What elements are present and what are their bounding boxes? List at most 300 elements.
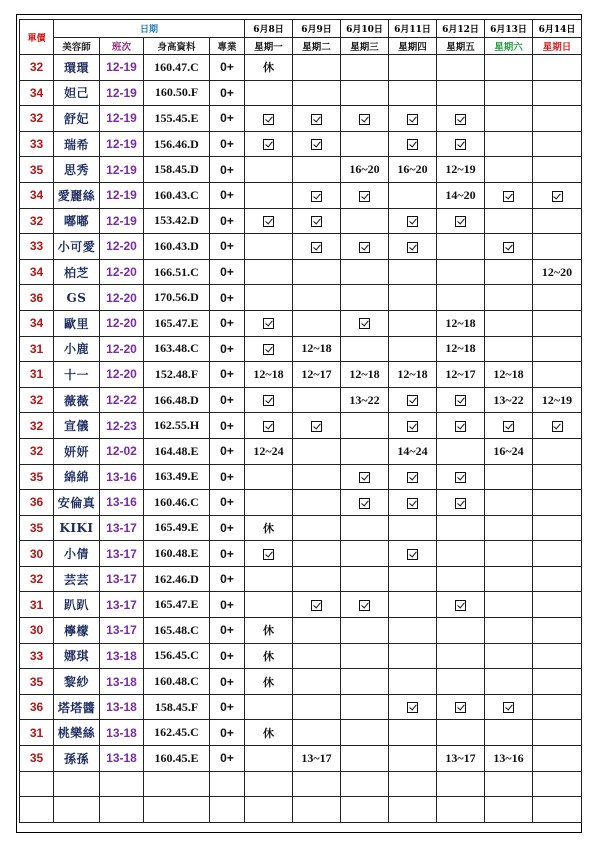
schedule-cell <box>389 746 437 772</box>
spec-cell: 0+ <box>210 413 245 439</box>
schedule-cell <box>341 131 389 157</box>
body-data-cell: 158.45.D <box>144 157 210 183</box>
empty-cell <box>293 771 341 797</box>
table-row <box>20 746 582 772</box>
schedule-cell <box>245 234 293 260</box>
schedule-cell: 休 <box>245 515 293 541</box>
schedule-cell <box>533 234 582 260</box>
schedule-cell <box>437 720 485 746</box>
schedule-cell <box>293 387 341 413</box>
checkbox-checked-icon <box>455 216 466 227</box>
body-data-cell: 155.45.E <box>144 106 210 132</box>
grade-cell: 13-18 <box>100 694 144 720</box>
empty-cell <box>210 797 245 823</box>
spec-cell: 0+ <box>210 362 245 388</box>
schedule-cell <box>437 669 485 695</box>
rating-cell: 34 <box>20 80 54 106</box>
schedule-cell <box>293 490 341 516</box>
schedule-cell <box>341 182 389 208</box>
schedule-cell <box>389 592 437 618</box>
stylist-name-cell: 安倫真 <box>54 490 100 516</box>
day-date-header: 6月11日 <box>389 20 437 38</box>
schedule-cell: 12~18 <box>437 336 485 362</box>
schedule-cell <box>293 157 341 183</box>
schedule-cell: 14~24 <box>389 438 437 464</box>
schedule-cell: 16~20 <box>389 157 437 183</box>
schedule-cell <box>389 310 437 336</box>
schedule-cell: 12~18 <box>245 362 293 388</box>
checkbox-checked-icon <box>359 600 370 611</box>
schedule-cell <box>533 413 582 439</box>
checkbox-checked-icon <box>455 139 466 150</box>
schedule-cell <box>341 413 389 439</box>
schedule-cell: 13~16 <box>485 746 533 772</box>
empty-cell <box>485 771 533 797</box>
schedule-cell <box>293 182 341 208</box>
spec-cell: 0+ <box>210 694 245 720</box>
table-row <box>20 182 582 208</box>
empty-cell <box>100 797 144 823</box>
schedule-cell <box>437 285 485 311</box>
stylist-name-cell: 歐里 <box>54 310 100 336</box>
schedule-cell <box>437 80 485 106</box>
grade-cell: 13-16 <box>100 490 144 516</box>
grade-cell: 12-19 <box>100 157 144 183</box>
stylist-name-cell: 柏芝 <box>54 259 100 285</box>
schedule-cell <box>533 720 582 746</box>
table-row <box>20 669 582 695</box>
schedule-table <box>19 19 582 823</box>
rating-cell: 34 <box>20 182 54 208</box>
stylist-name-cell: 芸芸 <box>54 566 100 592</box>
spec-cell: 0+ <box>210 80 245 106</box>
rating-cell: 33 <box>20 234 54 260</box>
schedule-cell: 12~18 <box>341 362 389 388</box>
schedule-cell <box>389 285 437 311</box>
empty-cell <box>485 797 533 823</box>
schedule-cell <box>485 182 533 208</box>
spec-cell: 0+ <box>210 182 245 208</box>
schedule-cell <box>245 182 293 208</box>
schedule-cell <box>341 669 389 695</box>
body-data-cell: 164.48.E <box>144 438 210 464</box>
schedule-cell <box>245 310 293 336</box>
body-data-cell: 166.51.C <box>144 259 210 285</box>
schedule-cell <box>341 55 389 81</box>
schedule-cell <box>293 259 341 285</box>
schedule-cell <box>245 208 293 234</box>
body-data-cell: 156.45.C <box>144 643 210 669</box>
rating-cell: 30 <box>20 618 54 644</box>
empty-cell <box>293 797 341 823</box>
schedule-cell <box>341 541 389 567</box>
checkbox-checked-icon <box>263 318 274 329</box>
schedule-cell <box>293 285 341 311</box>
grade-cell: 12-20 <box>100 310 144 336</box>
schedule-cell <box>533 541 582 567</box>
body-data-cell: 158.45.F <box>144 694 210 720</box>
schedule-cell <box>389 131 437 157</box>
schedule-cell: 16~20 <box>341 157 389 183</box>
schedule-cell <box>245 131 293 157</box>
schedule-cell <box>245 80 293 106</box>
schedule-cell <box>485 566 533 592</box>
checkbox-checked-icon <box>503 242 514 253</box>
day-date-header: 6月14日 <box>533 20 582 38</box>
checkbox-checked-icon <box>455 421 466 432</box>
schedule-cell <box>485 55 533 81</box>
schedule-cell <box>437 413 485 439</box>
schedule-cell <box>437 106 485 132</box>
stylist-name-cell: 小倩 <box>54 541 100 567</box>
schedule-cell <box>389 182 437 208</box>
table-row <box>20 387 582 413</box>
schedule-cell <box>389 413 437 439</box>
empty-cell <box>533 771 582 797</box>
schedule-cell <box>341 464 389 490</box>
grade-cell: 13-17 <box>100 515 144 541</box>
schedule-cell <box>293 643 341 669</box>
schedule-cell <box>485 464 533 490</box>
empty-cell <box>245 797 293 823</box>
schedule-cell <box>293 515 341 541</box>
spec-cell: 0+ <box>210 669 245 695</box>
schedule-cell <box>533 746 582 772</box>
schedule-cell <box>533 592 582 618</box>
checkbox-checked-icon <box>359 318 370 329</box>
rating-cell: 31 <box>20 720 54 746</box>
schedule-cell <box>533 438 582 464</box>
schedule-cell <box>245 157 293 183</box>
schedule-cell: 12~18 <box>485 362 533 388</box>
date-group-header: 日期 <box>54 20 245 38</box>
schedule-cell <box>341 643 389 669</box>
grade-cell: 12-23 <box>100 413 144 439</box>
schedule-cell <box>341 208 389 234</box>
schedule-cell: 休 <box>245 618 293 644</box>
schedule-cell <box>389 694 437 720</box>
schedule-cell <box>293 106 341 132</box>
grade-cell: 12-19 <box>100 131 144 157</box>
stylist-name-cell: 娜琪 <box>54 643 100 669</box>
schedule-cell <box>485 490 533 516</box>
schedule-cell <box>245 541 293 567</box>
checkbox-checked-icon <box>407 216 418 227</box>
schedule-cell <box>533 694 582 720</box>
schedule-cell <box>485 106 533 132</box>
table-row <box>20 208 582 234</box>
grade-cell: 12-20 <box>100 234 144 260</box>
rating-cell: 35 <box>20 515 54 541</box>
body-data-cell: 160.46.C <box>144 490 210 516</box>
checkbox-checked-icon <box>407 242 418 253</box>
table-row <box>20 541 582 567</box>
body-data-cell: 160.48.E <box>144 541 210 567</box>
schedule-cell <box>389 55 437 81</box>
grade-cell: 13-18 <box>100 669 144 695</box>
table-row <box>20 259 582 285</box>
spec-cell: 0+ <box>210 592 245 618</box>
weekday-header-saturday: 星期六 <box>485 38 533 55</box>
schedule-cell: 13~22 <box>341 387 389 413</box>
spec-cell: 0+ <box>210 310 245 336</box>
stylist-name-cell: 小可愛 <box>54 234 100 260</box>
schedule-cell: 12~18 <box>437 310 485 336</box>
empty-cell <box>245 771 293 797</box>
schedule-cell <box>293 55 341 81</box>
empty-cell <box>20 771 54 797</box>
schedule-cell <box>485 336 533 362</box>
schedule-cell: 休 <box>245 55 293 81</box>
checkbox-checked-icon <box>407 421 418 432</box>
schedule-cell <box>389 541 437 567</box>
checkbox-checked-icon <box>359 472 370 483</box>
empty-cell <box>210 771 245 797</box>
checkbox-checked-icon <box>455 600 466 611</box>
schedule-cell <box>389 566 437 592</box>
schedule-cell: 12~20 <box>533 259 582 285</box>
schedule-cell <box>533 643 582 669</box>
spec-cell: 0+ <box>210 157 245 183</box>
spec-cell: 0+ <box>210 55 245 81</box>
schedule-cell <box>533 131 582 157</box>
checkbox-checked-icon <box>263 216 274 227</box>
checkbox-checked-icon <box>311 191 322 202</box>
schedule-cell <box>293 541 341 567</box>
checkbox-checked-icon <box>455 498 466 509</box>
table-row <box>20 106 582 132</box>
schedule-cell <box>341 746 389 772</box>
schedule-cell <box>389 387 437 413</box>
schedule-cell <box>485 592 533 618</box>
body-data-cell: 160.43.D <box>144 234 210 260</box>
stylist-name-cell: 嘟嘟 <box>54 208 100 234</box>
stylist-name-cell: 塔塔醬 <box>54 694 100 720</box>
rating-cell: 31 <box>20 336 54 362</box>
empty-cell <box>389 797 437 823</box>
schedule-cell: 12~17 <box>437 362 485 388</box>
spec-cell: 0+ <box>210 259 245 285</box>
spec-cell: 0+ <box>210 387 245 413</box>
schedule-cell: 12~17 <box>293 362 341 388</box>
schedule-cell <box>293 310 341 336</box>
name-column-header: 美容師 <box>54 38 100 55</box>
rating-cell: 32 <box>20 438 54 464</box>
stylist-name-cell: 薇薇 <box>54 387 100 413</box>
grade-cell: 12-20 <box>100 259 144 285</box>
checkbox-checked-icon <box>407 395 418 406</box>
checkbox-checked-icon <box>359 191 370 202</box>
body-data-cell: 160.50.F <box>144 80 210 106</box>
schedule-cell <box>485 157 533 183</box>
weekday-header: 星期二 <box>293 38 341 55</box>
schedule-cell <box>293 694 341 720</box>
grade-cell: 12-19 <box>100 208 144 234</box>
schedule-cell <box>437 259 485 285</box>
checkbox-checked-icon <box>407 702 418 713</box>
grade-cell: 13-18 <box>100 720 144 746</box>
grade-cell: 13-18 <box>100 643 144 669</box>
stylist-name-cell: 宣儀 <box>54 413 100 439</box>
stylist-name-cell: 桃樂絲 <box>54 720 100 746</box>
schedule-cell <box>485 643 533 669</box>
spec-cell: 0+ <box>210 208 245 234</box>
grade-cell: 13-18 <box>100 746 144 772</box>
schedule-cell <box>245 336 293 362</box>
rating-cell: 32 <box>20 55 54 81</box>
schedule-cell <box>293 131 341 157</box>
checkbox-checked-icon <box>263 114 274 125</box>
table-row <box>20 592 582 618</box>
table-row <box>20 694 582 720</box>
schedule-cell <box>485 208 533 234</box>
spec-cell: 0+ <box>210 541 245 567</box>
stylist-name-cell: 孫孫 <box>54 746 100 772</box>
table-row <box>20 720 582 746</box>
grade-cell: 12-22 <box>100 387 144 413</box>
table-row <box>20 131 582 157</box>
schedule-cell <box>485 234 533 260</box>
checkbox-checked-icon <box>455 472 466 483</box>
checkbox-checked-icon <box>263 549 274 560</box>
schedule-cell: 13~17 <box>437 746 485 772</box>
spec-cell: 0+ <box>210 438 245 464</box>
spec-cell: 0+ <box>210 234 245 260</box>
rating-cell: 32 <box>20 106 54 132</box>
day-date-header: 6月10日 <box>341 20 389 38</box>
schedule-cell <box>341 80 389 106</box>
schedule-cell <box>341 515 389 541</box>
empty-cell <box>341 771 389 797</box>
schedule-cell <box>533 464 582 490</box>
schedule-cell: 13~17 <box>293 746 341 772</box>
checkbox-checked-icon <box>455 114 466 125</box>
table-row <box>20 362 582 388</box>
schedule-cell <box>485 541 533 567</box>
body-data-cell: 162.45.C <box>144 720 210 746</box>
grade-cell: 12-19 <box>100 55 144 81</box>
stylist-name-cell: 思秀 <box>54 157 100 183</box>
schedule-cell <box>437 643 485 669</box>
schedule-cell <box>485 80 533 106</box>
grade-cell: 13-17 <box>100 566 144 592</box>
stylist-name-cell: 黎紗 <box>54 669 100 695</box>
schedule-cell <box>341 490 389 516</box>
body-data-cell: 153.42.D <box>144 208 210 234</box>
schedule-cell <box>485 669 533 695</box>
schedule-cell <box>437 566 485 592</box>
grade-cell: 13-17 <box>100 541 144 567</box>
body-data-cell: 152.48.F <box>144 362 210 388</box>
checkbox-checked-icon <box>263 395 274 406</box>
grade-cell: 13-16 <box>100 464 144 490</box>
schedule-cell <box>533 208 582 234</box>
schedule-cell <box>533 310 582 336</box>
body-data-cell: 160.47.C <box>144 55 210 81</box>
empty-row <box>20 797 582 823</box>
schedule-cell <box>341 438 389 464</box>
schedule-cell <box>533 490 582 516</box>
checkbox-checked-icon <box>503 191 514 202</box>
grade-cell: 13-17 <box>100 592 144 618</box>
schedule-cell <box>389 720 437 746</box>
schedule-cell <box>293 208 341 234</box>
table-row <box>20 438 582 464</box>
body-data-cell: 166.48.D <box>144 387 210 413</box>
rating-cell: 33 <box>20 643 54 669</box>
table-row <box>20 157 582 183</box>
table-row <box>20 80 582 106</box>
schedule-cell <box>341 259 389 285</box>
schedule-cell <box>341 336 389 362</box>
checkbox-checked-icon <box>311 600 322 611</box>
schedule-cell <box>389 208 437 234</box>
rating-cell: 35 <box>20 669 54 695</box>
spec-cell: 0+ <box>210 515 245 541</box>
table-row <box>20 310 582 336</box>
schedule-cell <box>389 515 437 541</box>
schedule-cell <box>341 592 389 618</box>
checkbox-checked-icon <box>407 139 418 150</box>
schedule-cell <box>389 234 437 260</box>
schedule-cell <box>533 669 582 695</box>
schedule-cell: 休 <box>245 669 293 695</box>
weekday-header-sunday: 星期日 <box>533 38 582 55</box>
grade-cell: 12-20 <box>100 336 144 362</box>
schedule-cell: 12~19 <box>533 387 582 413</box>
schedule-cell <box>245 566 293 592</box>
schedule-cell <box>293 669 341 695</box>
schedule-cell <box>485 694 533 720</box>
empty-cell <box>144 797 210 823</box>
schedule-cell <box>533 285 582 311</box>
schedule-cell <box>245 592 293 618</box>
rating-cell: 31 <box>20 592 54 618</box>
body-data-cell: 170.56.D <box>144 285 210 311</box>
schedule-cell: 休 <box>245 720 293 746</box>
schedule-cell <box>245 490 293 516</box>
spec-cell: 0+ <box>210 618 245 644</box>
schedule-cell <box>389 80 437 106</box>
schedule-cell <box>485 413 533 439</box>
stylist-name-cell: 小鹿 <box>54 336 100 362</box>
rating-cell: 31 <box>20 362 54 388</box>
empty-cell <box>437 771 485 797</box>
schedule-cell <box>533 566 582 592</box>
schedule-cell <box>437 541 485 567</box>
empty-cell <box>144 771 210 797</box>
schedule-cell <box>533 157 582 183</box>
schedule-cell <box>437 438 485 464</box>
checkbox-checked-icon <box>503 702 514 713</box>
checkbox-checked-icon <box>552 421 563 432</box>
schedule-cell <box>437 55 485 81</box>
schedule-cell <box>485 310 533 336</box>
schedule-cell <box>533 182 582 208</box>
spec-cell: 0+ <box>210 336 245 362</box>
schedule-cell <box>341 720 389 746</box>
schedule-cell <box>293 618 341 644</box>
schedule-cell <box>485 285 533 311</box>
schedule-cell <box>437 618 485 644</box>
schedule-cell <box>341 285 389 311</box>
schedule-cell <box>245 746 293 772</box>
checkbox-checked-icon <box>455 395 466 406</box>
schedule-cell <box>437 515 485 541</box>
spec-cell: 0+ <box>210 131 245 157</box>
schedule-cell: 13~22 <box>485 387 533 413</box>
weekday-header: 星期五 <box>437 38 485 55</box>
